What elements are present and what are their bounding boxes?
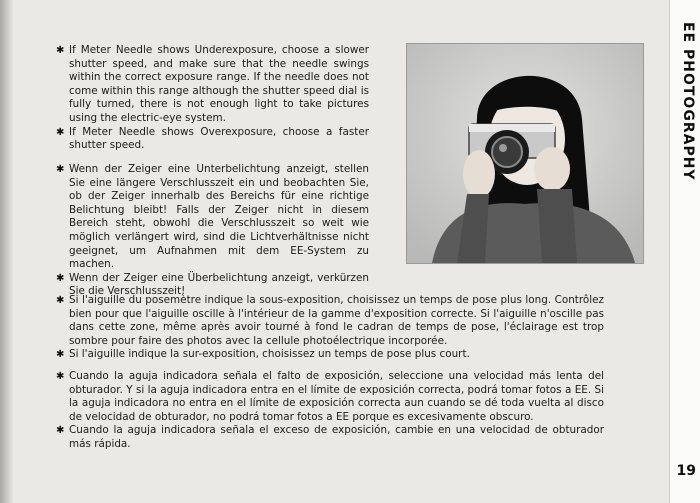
list-item: ✱ Si l'aiguille indique la sur-exposition, choisissez un temps de pose plus court. [56,348,604,362]
page-binding-shadow [0,0,14,503]
page-number: 19 [676,463,696,479]
english-instructions [56,44,369,153]
list-item: ✱ Cuando la aguja indicadora señala el falto de exposición, seleccione una velocidad más lenta del obturador. Y si la aguja indicadora entra en el límite de exposición correcta, podrá tomar fotos a EE. Si la aguja indicadora no entra en el límite de exposición correcta aun cuando se dé toda vuelta al disco de velocidad de obturador, no podrá tomar fotos a EE porque es excesivamente obscuro. [56,370,604,424]
list-item: ✱ Si l'aiguille du posemètre indique la sous-exposition, choisissez un temps de pose plus long. Contrôlez bien pour que l'aiguille oscille à l'intérieur de la gamme d'exposition correcte. Si l'aiguille n'oscille pas dans cette zone, même après avoir tourné à fond le cadran de temps de pose, l'éclairage est trop sombre pour faire des photos avec la cellule photoélectrique incorporée. [56,294,604,348]
list-item: ✱ Wenn der Zeiger eine Unterbelichtung anzeigt, stellen Sie eine längere Verschlusszeit ein und beobachten Sie, ob der Zeiger innerhalb des Bereichs für eine richtige Belichtung bleibt! Falls der Zeiger nicht in diesem Bereich steht, obwohl die Verschlusszeit so weit wie möglich verlängert wird, sind die Lichtverhältnisse nicht geeignet, um Aufnahmen mit dem EE-System zu machen. [56,163,369,272]
list-item: ✱ If Meter Needle shows Overexposure, choose a faster shutter speed. [56,126,369,153]
photo-illustration [407,44,643,263]
section-title: EE PHOTOGRAPHY [680,22,696,181]
section-sidebar [669,0,700,503]
german-instructions [56,163,369,299]
spanish-instructions [56,370,604,452]
list-item: ✱ Cuando la aguja indicadora señala el exceso de exposición, cambie en una velocidad de obturador más rápida. [56,424,604,451]
woman-with-camera-photo [406,43,644,264]
french-instructions [56,294,604,362]
list-item: ✱ If Meter Needle shows Underexposure, choose a slower shutter speed, and make sure that the needle swings within the correct exposure range. If the needle does not come within this range although the shutter speed dial is fully turned, there is not enough light to take pictures using the electric-eye system. [56,44,369,126]
list-item: ✱ Wenn der Zeiger eine Überbelichtung anzeigt, verkürzen Sie die Verschlusszeit! [56,272,369,299]
